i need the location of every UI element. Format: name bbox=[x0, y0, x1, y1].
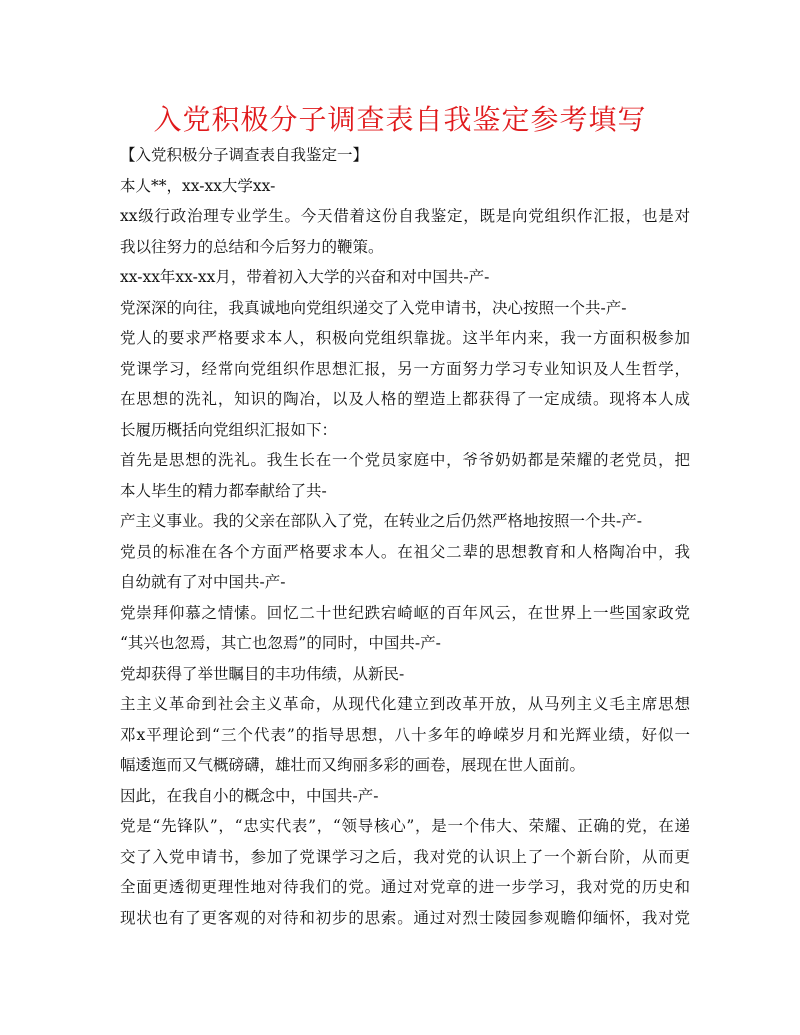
body-line: 本人毕生的精力都奉献给了共- bbox=[120, 481, 327, 500]
document-title: 入党积极分子调查表自我鉴定参考填写 bbox=[153, 103, 647, 136]
body-line: 现状也有了更客观的对待和初步的思索。通过对烈士陵园参观瞻仰缅怀，我对党 bbox=[120, 908, 690, 927]
body-line: 我以往努力的总结和今后努力的鞭策。 bbox=[120, 237, 384, 256]
body-line: xx-xx年xx-xx月，带着初入大学的兴奋和对中国共-产- bbox=[120, 268, 490, 286]
document-body bbox=[120, 140, 690, 933]
body-line: 产主义事业。我的父亲在部队入了党，在转业之后仍然严格地按照一个共-产- bbox=[120, 512, 642, 530]
body-line: 本人**，xx-xx大学xx- bbox=[120, 176, 276, 195]
body-line: 首先是思想的洗礼。我生长在一个党员家庭中，爷爷奶奶都是荣耀的老党员，把 bbox=[120, 451, 690, 469]
body-line: 主主义革命到社会主义革命，从现代化建立到改革开放，从马列主义毛主席思想 bbox=[120, 695, 690, 713]
body-line: 全面更透彻更理性地对待我们的党。通过对党章的进一步学习，我对党的历史和 bbox=[120, 878, 690, 896]
body-line: “其兴也忽焉，其亡也忽焉”的同时，中国共-产- bbox=[120, 634, 441, 652]
body-line: 在思想的洗礼，知识的陶冶，以及人格的塑造上都获得了一定成绩。现将本人成 bbox=[120, 390, 690, 408]
body-line: 幅逶迤而又气概磅礴，雄壮而又绚丽多彩的画卷，展现在世人面前。 bbox=[120, 756, 586, 774]
body-line: 自幼就有了对中国共-产- bbox=[120, 573, 286, 591]
section-heading: 【入党积极分子调查表自我鉴定一】 bbox=[120, 146, 369, 164]
body-line: 长履历概括向党组织汇报如下： bbox=[120, 420, 338, 439]
body-line: 党崇拜仰慕之情愫。回忆二十世纪跌宕崎岖的百年风云，在世界上一些国家政党 bbox=[120, 603, 690, 622]
body-line: 党却获得了举世瞩目的丰功伟绩，从新民- bbox=[120, 664, 405, 683]
body-line: 党深深的向往，我真诚地向党组织递交了入党申请书，决心按照一个共-产- bbox=[120, 298, 627, 317]
body-line: 党人的要求严格要求本人，积极向党组织靠拢。这半年内来，我一方面积极参加 bbox=[120, 329, 690, 347]
body-line: 党是“先锋队”，“忠实代表”，“领导核心”，是一个伟大、荣耀、正确的党，在递 bbox=[120, 817, 690, 835]
body-line: 党员的标准在各个方面严格要求本人。在祖父二辈的思想教育和人格陶冶中，我 bbox=[120, 542, 690, 561]
body-line: 因此，在我自小的概念中，中国共-产- bbox=[120, 786, 379, 805]
body-line: 党课学习，经常向党组织作思想汇报，另一方面努力学习专业知识及人生哲学， bbox=[120, 359, 690, 378]
body-line: xx级行政治理专业学生。今天借着这份自我鉴定，既是向党组织作汇报，也是对 bbox=[120, 207, 690, 225]
body-line: 交了入党申请书，参加了党课学习之后，我对党的认识上了一个新台阶，从而更 bbox=[120, 847, 690, 866]
body-line: 邓x平理论到“三个代表”的指导思想，八十多年的峥嵘岁月和光辉业绩，好似一 bbox=[120, 725, 690, 744]
